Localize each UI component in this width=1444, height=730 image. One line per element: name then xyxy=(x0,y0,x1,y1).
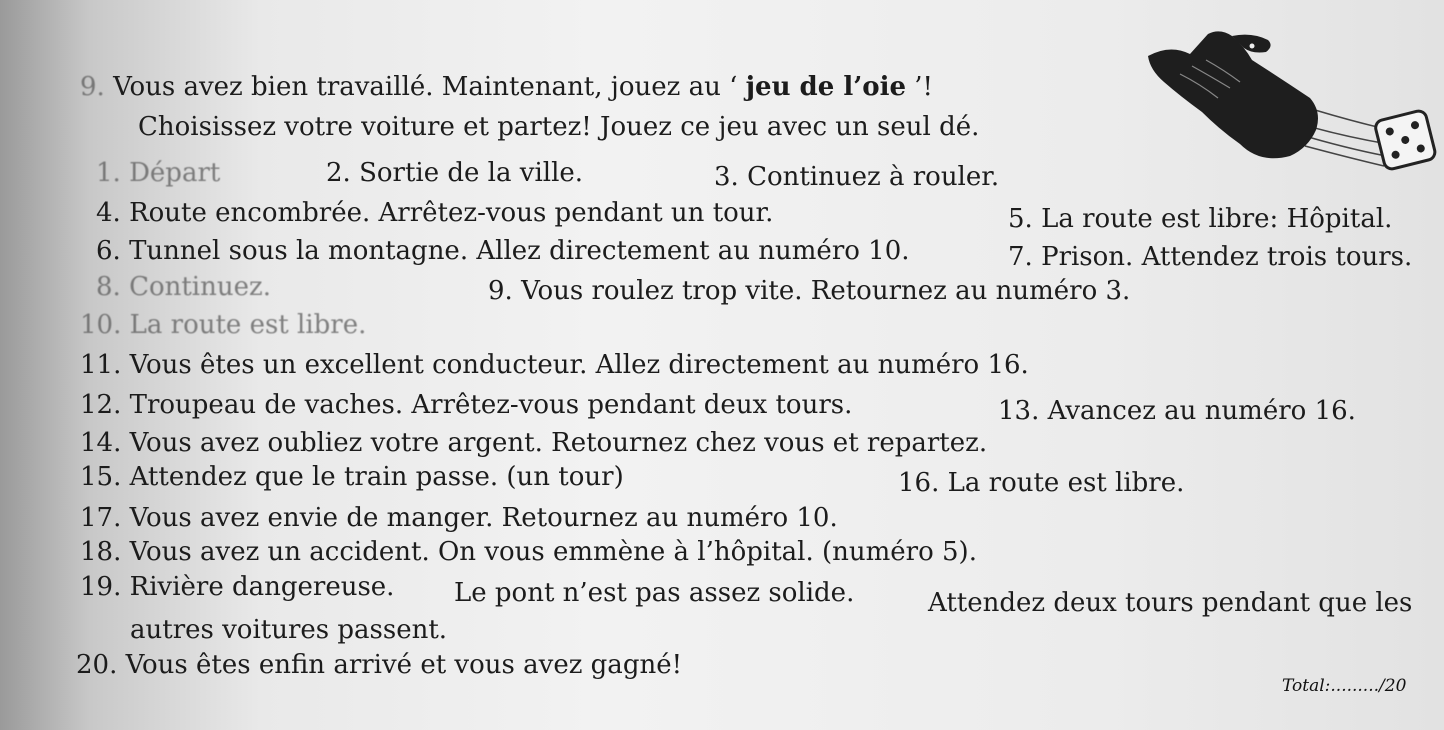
exercise-instruction-line-2: Choisissez votre voiture et partez! Jouez ce jeu avec un seul dé. xyxy=(138,112,980,142)
square-12: 12. Troupeau de vaches. Arrêtez-vous pendant deux tours. xyxy=(80,390,853,420)
square-6: 6. Tunnel sous la montagne. Allez directement au numéro 10. xyxy=(96,236,910,266)
square-19-part-1: 19. Rivière dangereuse. xyxy=(80,572,395,602)
square-14: 14. Vous avez oubliez votre argent. Retournez chez vous et repartez. xyxy=(80,428,988,458)
square-20: 20. Vous êtes enfin arrivé et vous avez gagné! xyxy=(76,650,683,680)
square-19-part-4: autres voitures passent. xyxy=(130,615,448,645)
instruction-text-before: Vous avez bien travaillé. Maintenant, jouez au ‘ xyxy=(113,72,746,102)
instruction-text-after: ’! xyxy=(906,72,933,102)
square-4: 4. Route encombrée. Arrêtez-vous pendant un tour. xyxy=(96,198,774,228)
goose-with-die-icon xyxy=(1140,26,1440,186)
square-19-part-3: Attendez deux tours pendant que les xyxy=(928,588,1413,618)
square-7: 7. Prison. Attendez trois tours. xyxy=(1008,242,1413,272)
square-15: 15. Attendez que le train passe. (un tour) xyxy=(80,462,624,492)
square-16: 16. La route est libre. xyxy=(898,468,1185,498)
square-18: 18. Vous avez un accident. On vous emmène à l’hôpital. (numéro 5). xyxy=(80,537,977,567)
square-13: 13. Avancez au numéro 16. xyxy=(998,396,1356,426)
square-2: 2. Sortie de la ville. xyxy=(326,158,584,188)
exercise-number: 9. xyxy=(80,72,105,102)
total-score: Total:........./20 xyxy=(1282,676,1407,696)
square-3: 3. Continuez à rouler. xyxy=(714,162,1000,192)
square-1: 1. Départ xyxy=(96,158,221,188)
square-19-part-2: Le pont n’est pas assez solide. xyxy=(454,578,855,608)
square-10: 10. La route est libre. xyxy=(80,310,367,340)
instruction-game-name: jeu de l’oie xyxy=(745,72,907,102)
exercise-instruction-line-1 xyxy=(80,72,933,102)
square-17: 17. Vous avez envie de manger. Retournez au numéro 10. xyxy=(80,503,838,533)
square-5: 5. La route est libre: Hôpital. xyxy=(1008,204,1393,234)
square-9: 9. Vous roulez trop vite. Retournez au numéro 3. xyxy=(488,276,1131,306)
square-11: 11. Vous êtes un excellent conducteur. Allez directement au numéro 16. xyxy=(80,350,1029,380)
square-8: 8. Continuez. xyxy=(96,272,271,302)
